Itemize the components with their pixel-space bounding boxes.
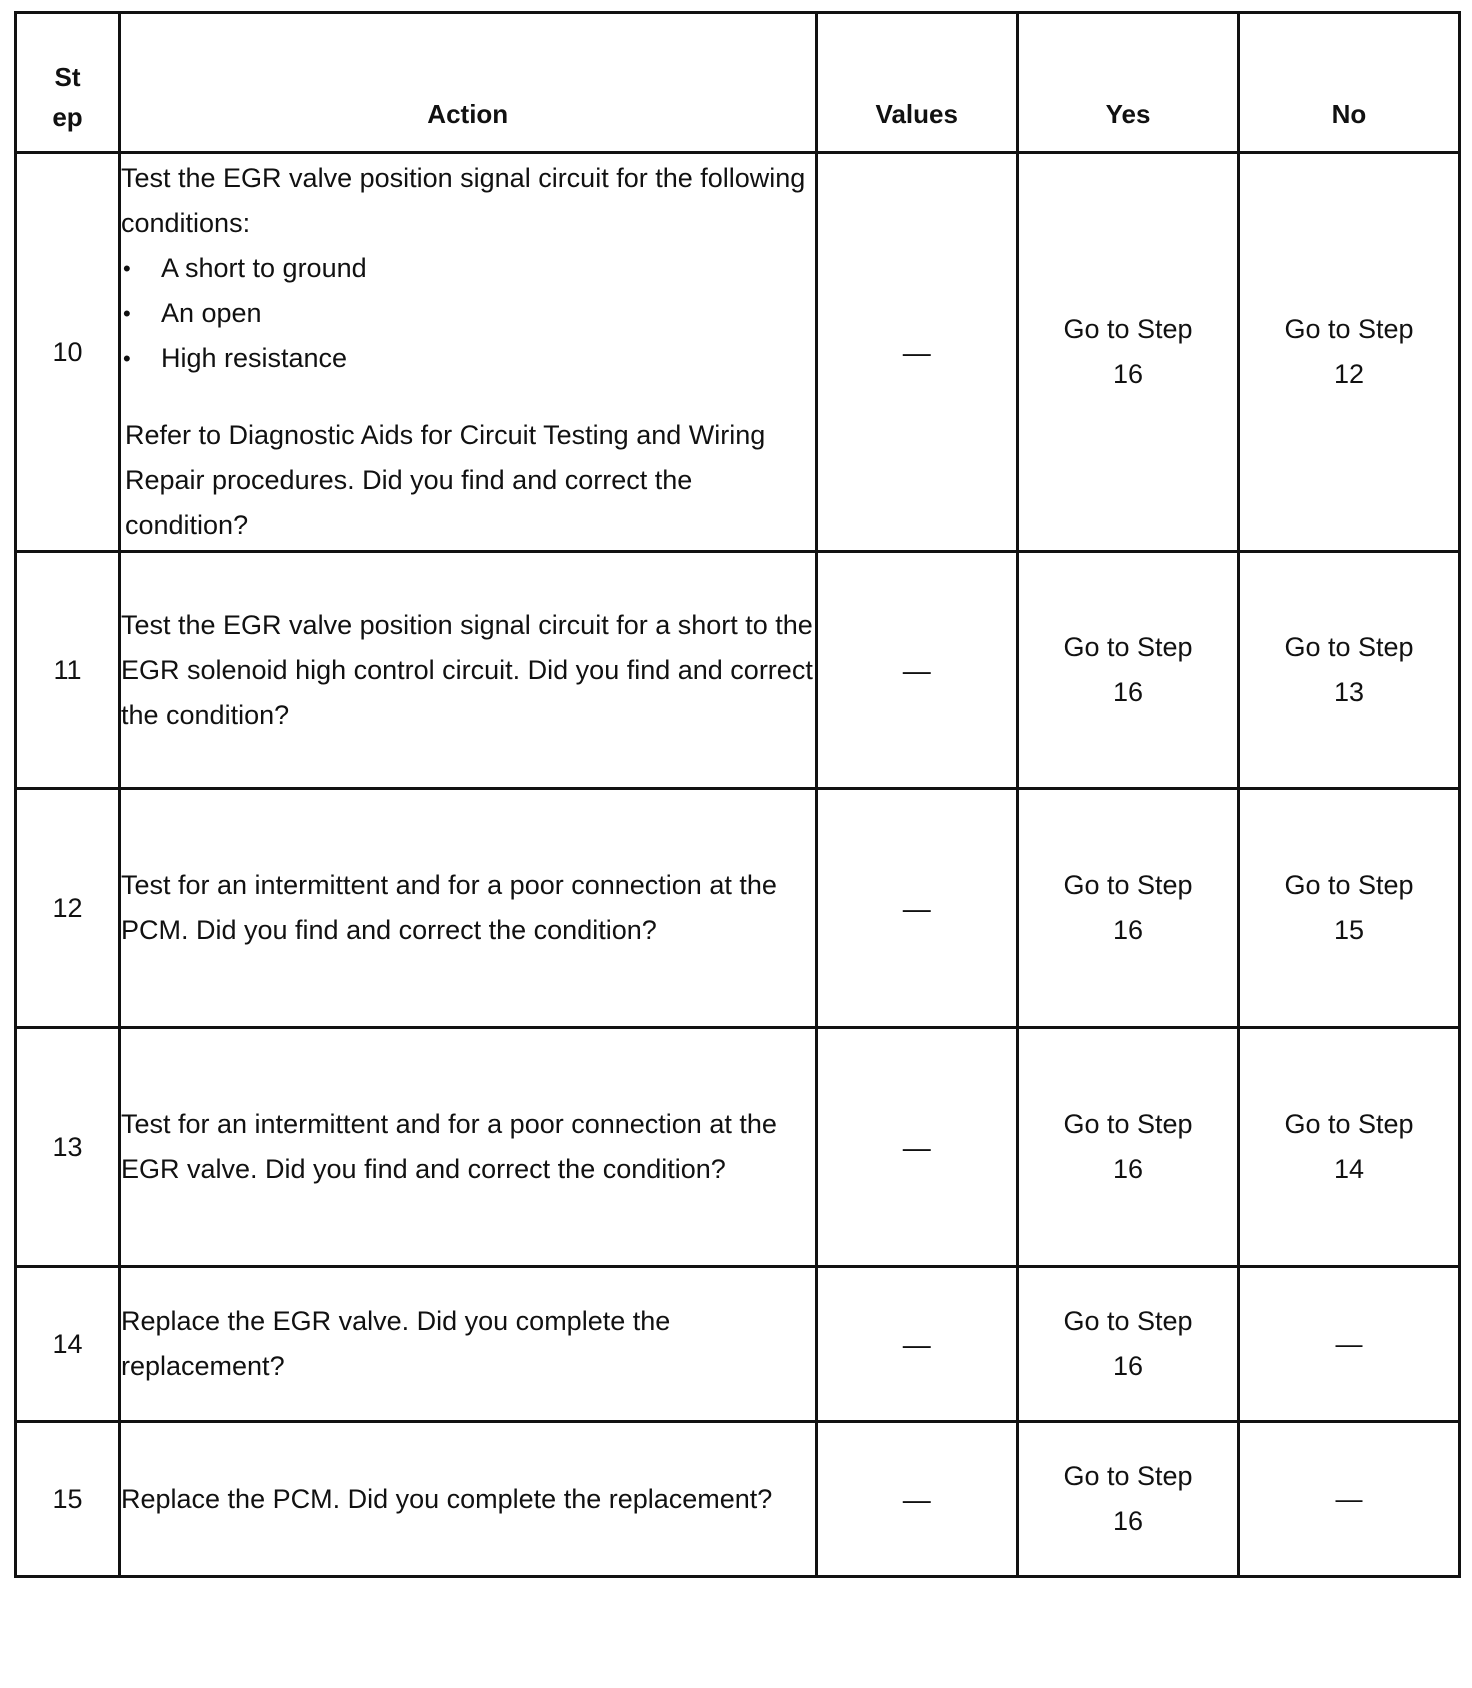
yes-goto-label: Go to Step <box>1063 632 1193 662</box>
yes-cell <box>1018 789 1239 1028</box>
yes-goto-step: 16 <box>1112 915 1144 945</box>
action-text: Test for an intermittent and for a poor connection at the EGR valve. Did you find and correct the condition? <box>119 1028 816 1267</box>
no-goto-step: 12 <box>1333 359 1365 389</box>
yes-goto-step: 16 <box>1112 359 1144 389</box>
step-number: 15 <box>16 1422 120 1577</box>
step-number: 14 <box>16 1267 120 1422</box>
condition-item: • An open <box>121 291 815 336</box>
column-header-no: No <box>1238 13 1459 153</box>
condition-list <box>121 246 815 381</box>
step-number: 12 <box>16 789 120 1028</box>
yes-goto-label: Go to Step <box>1063 1306 1193 1336</box>
values-cell: — <box>816 1422 1017 1577</box>
step-header-line2: ep <box>52 102 83 132</box>
table-row <box>16 153 1460 552</box>
step-number: 10 <box>16 153 120 552</box>
yes-cell <box>1018 1422 1239 1577</box>
no-cell <box>1238 789 1459 1028</box>
no-goto-label: Go to Step <box>1284 870 1414 900</box>
yes-cell <box>1018 1267 1239 1422</box>
table-row <box>16 789 1460 1028</box>
table-row <box>16 552 1460 789</box>
action-text: Test the EGR valve position signal circuit for a short to the EGR solenoid high control circuit. Did you find and correct the condition? <box>119 552 816 789</box>
no-goto-step: 15 <box>1333 915 1365 945</box>
no-cell <box>1238 1267 1459 1422</box>
diagnostic-table <box>14 11 1461 1578</box>
action-outro: Refer to Diagnostic Aids for Circuit Testing and Wiring Repair procedures. Did you find and correct the condition? <box>124 420 766 540</box>
table-row <box>16 1028 1460 1267</box>
yes-goto-label: Go to Step <box>1063 1461 1193 1491</box>
table-row <box>16 1422 1460 1577</box>
table-header-row <box>16 13 1460 153</box>
no-goto-label: Go to Step <box>1284 314 1414 344</box>
yes-goto-step: 16 <box>1112 1351 1144 1381</box>
yes-cell <box>1018 153 1239 552</box>
yes-goto-step: 16 <box>1112 677 1144 707</box>
no-cell <box>1238 1028 1459 1267</box>
no-goto-step: 14 <box>1333 1154 1365 1184</box>
no-cell <box>1238 1422 1459 1577</box>
action-intro: Test the EGR valve position signal circuit for the following conditions: <box>120 163 806 238</box>
values-cell: — <box>816 789 1017 1028</box>
spacer <box>121 381 815 413</box>
condition-item: • A short to ground <box>121 246 815 291</box>
no-cell <box>1238 153 1459 552</box>
yes-cell <box>1018 1028 1239 1267</box>
no-value: — <box>1335 1328 1363 1359</box>
action-text <box>119 153 816 552</box>
no-cell <box>1238 552 1459 789</box>
step-number: 13 <box>16 1028 120 1267</box>
no-goto-step: 13 <box>1333 677 1365 707</box>
column-header-action: Action <box>119 13 816 153</box>
action-text: Test for an intermittent and for a poor connection at the PCM. Did you find and correct the condition? <box>119 789 816 1028</box>
values-cell: — <box>816 552 1017 789</box>
values-cell: — <box>816 1028 1017 1267</box>
column-header-step <box>16 13 120 153</box>
no-value: — <box>1335 1483 1363 1514</box>
action-text: Replace the EGR valve. Did you complete the replacement? <box>119 1267 816 1422</box>
column-header-values: Values <box>816 13 1017 153</box>
condition-item: • High resistance <box>121 336 815 381</box>
values-cell: — <box>816 1267 1017 1422</box>
step-number: 11 <box>16 552 120 789</box>
column-header-yes: Yes <box>1018 13 1239 153</box>
action-text: Replace the PCM. Did you complete the replacement? <box>119 1422 816 1577</box>
no-goto-label: Go to Step <box>1284 632 1414 662</box>
yes-goto-step: 16 <box>1112 1506 1144 1536</box>
step-header-line1: St <box>54 62 81 92</box>
no-goto-label: Go to Step <box>1284 1109 1414 1139</box>
yes-goto-label: Go to Step <box>1063 314 1193 344</box>
yes-goto-step: 16 <box>1112 1154 1144 1184</box>
values-cell: — <box>816 153 1017 552</box>
yes-goto-label: Go to Step <box>1063 870 1193 900</box>
yes-goto-label: Go to Step <box>1063 1109 1193 1139</box>
table-row <box>16 1267 1460 1422</box>
yes-cell <box>1018 552 1239 789</box>
